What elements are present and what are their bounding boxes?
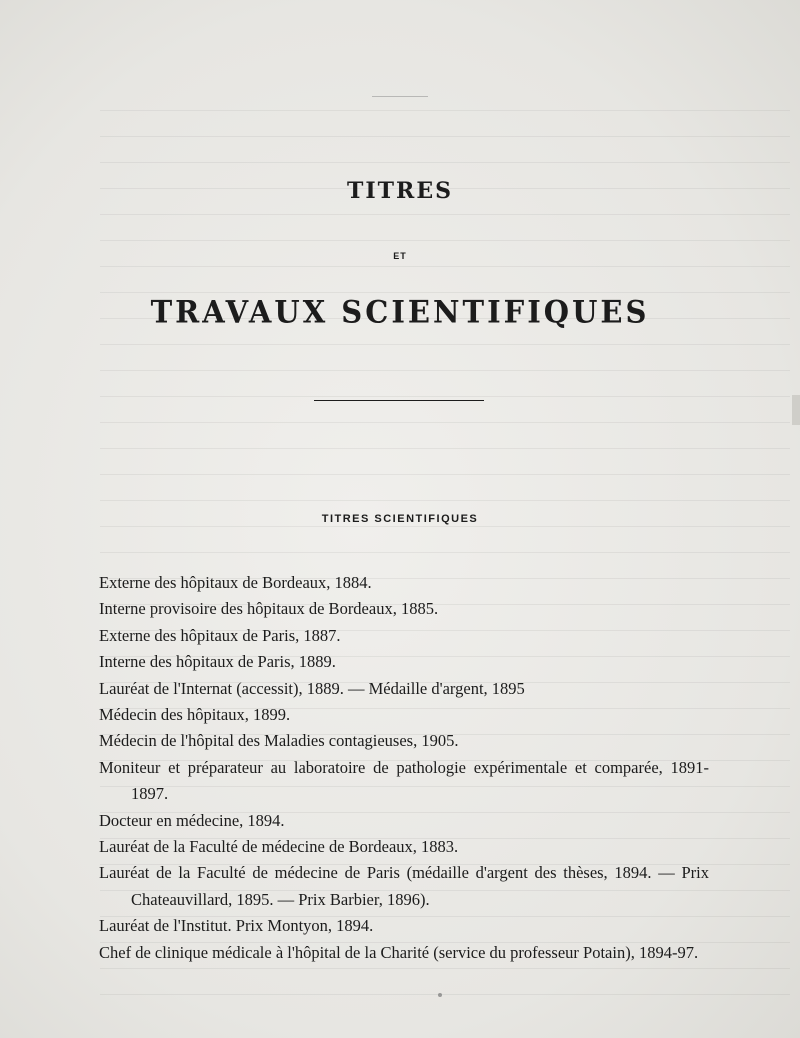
title-conjunction: ET — [393, 251, 407, 261]
title-divider — [314, 400, 484, 401]
list-item: Médecin des hôpitaux, 1899. — [99, 705, 291, 725]
page-title: TITRES — [347, 178, 453, 204]
list-item: Externe des hôpitaux de Paris, 1887. — [99, 625, 341, 645]
list-item: Lauréat de la Faculté de médecine de Paris (médaille d'argent des thèses, 1894. — Prix Chateauvillard, 1895. — Prix Barbier, 1896). — [99, 863, 709, 909]
list-item: Interne provisoire des hôpitaux de Bordeaux, 1885. — [99, 599, 439, 619]
list-item: Lauréat de l'Internat (accessit), 1889. — Médaille d'argent, 1895 — [99, 678, 525, 698]
list-item: Chef de clinique médicale à l'hôpital de la Charité (service du professeur Potain), 1894-97. — [99, 942, 699, 962]
list-item: Moniteur et préparateur au laboratoire de pathologie expérimentale et comparée, 1891-1897. — [99, 757, 709, 804]
folio-dash — [372, 96, 428, 97]
page-edge-fold — [792, 395, 800, 425]
list-item: Lauréat de la Faculté de médecine de Bordeaux, 1883. — [99, 837, 459, 857]
page-subtitle: TRAVAUX SCIENTIFIQUES — [150, 294, 650, 330]
paper-speck — [438, 993, 442, 997]
titles-list — [99, 570, 709, 966]
section-heading: TITRES SCIENTIFIQUES — [321, 513, 479, 525]
list-item: Lauréat de l'Institut. Prix Montyon, 1894. — [99, 916, 374, 936]
list-item: Externe des hôpitaux de Bordeaux, 1884. — [99, 573, 372, 592]
list-item: Interne des hôpitaux de Paris, 1889. — [99, 652, 336, 672]
list-item: Docteur en médecine, 1894. — [99, 810, 285, 830]
list-item: Médecin de l'hôpital des Maladies contagieuses, 1905. — [99, 731, 459, 751]
